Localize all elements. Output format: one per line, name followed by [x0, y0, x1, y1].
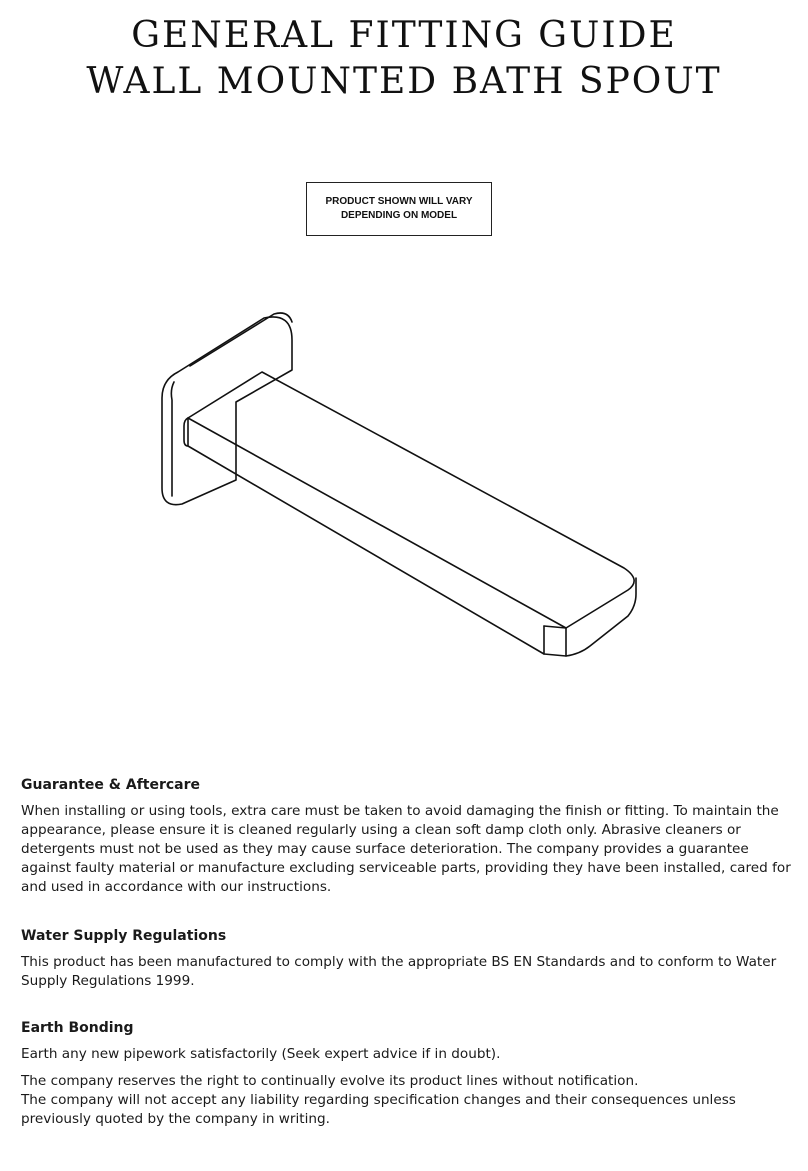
guarantee-heading: Guarantee & Aftercare	[21, 777, 201, 793]
document-title-line-2: WALL MOUNTED BATH SPOUT	[86, 61, 722, 102]
notice-line-1: PRODUCT SHOWN WILL VARY	[325, 196, 473, 207]
wall-plate-front	[162, 317, 292, 505]
document-title-line-1: GENERAL FITTING GUIDE	[131, 15, 677, 56]
earth-bonding-heading: Earth Bonding	[21, 1020, 134, 1036]
product-variation-notice	[306, 182, 492, 236]
earth-bonding-text: Earth any new pipework satisfactorily (Seek expert advice if in doubt).	[21, 1046, 501, 1062]
product-evolution-notice: The company reserves the right to continually evolve its product lines without notification.	[21, 1073, 639, 1089]
notice-line-2: DEPENDING ON MODEL	[340, 210, 458, 221]
guarantee-text: When installing or using tools, extra care must be taken to avoid damaging the finish or fitting. To maintain the appearance, please ensure it is cleaned regularly using a clean soft damp cloth only. Abrasive cleaners or detergents must not be used as they may cause surface deterioration. The company provides a guarantee against faulty material or manufacture excluding serviceable parts, providing they have been installed, cared for and used in accordance with our instructions.	[21, 803, 791, 895]
spout-top-face	[188, 372, 634, 628]
water-supply-text: This product has been manufactured to comply with the appropriate BS EN Standards and to conform to Water Supply Regulations 1999.	[21, 954, 777, 989]
document-body	[21, 776, 791, 1129]
bath-spout-illustration	[150, 300, 650, 670]
wall-plate-edge	[190, 313, 292, 366]
water-supply-heading: Water Supply Regulations	[21, 928, 227, 944]
liability-disclaimer: The company will not accept any liability regarding specification changes and their consequences unless previously quoted by the company in writing.	[21, 1092, 736, 1127]
